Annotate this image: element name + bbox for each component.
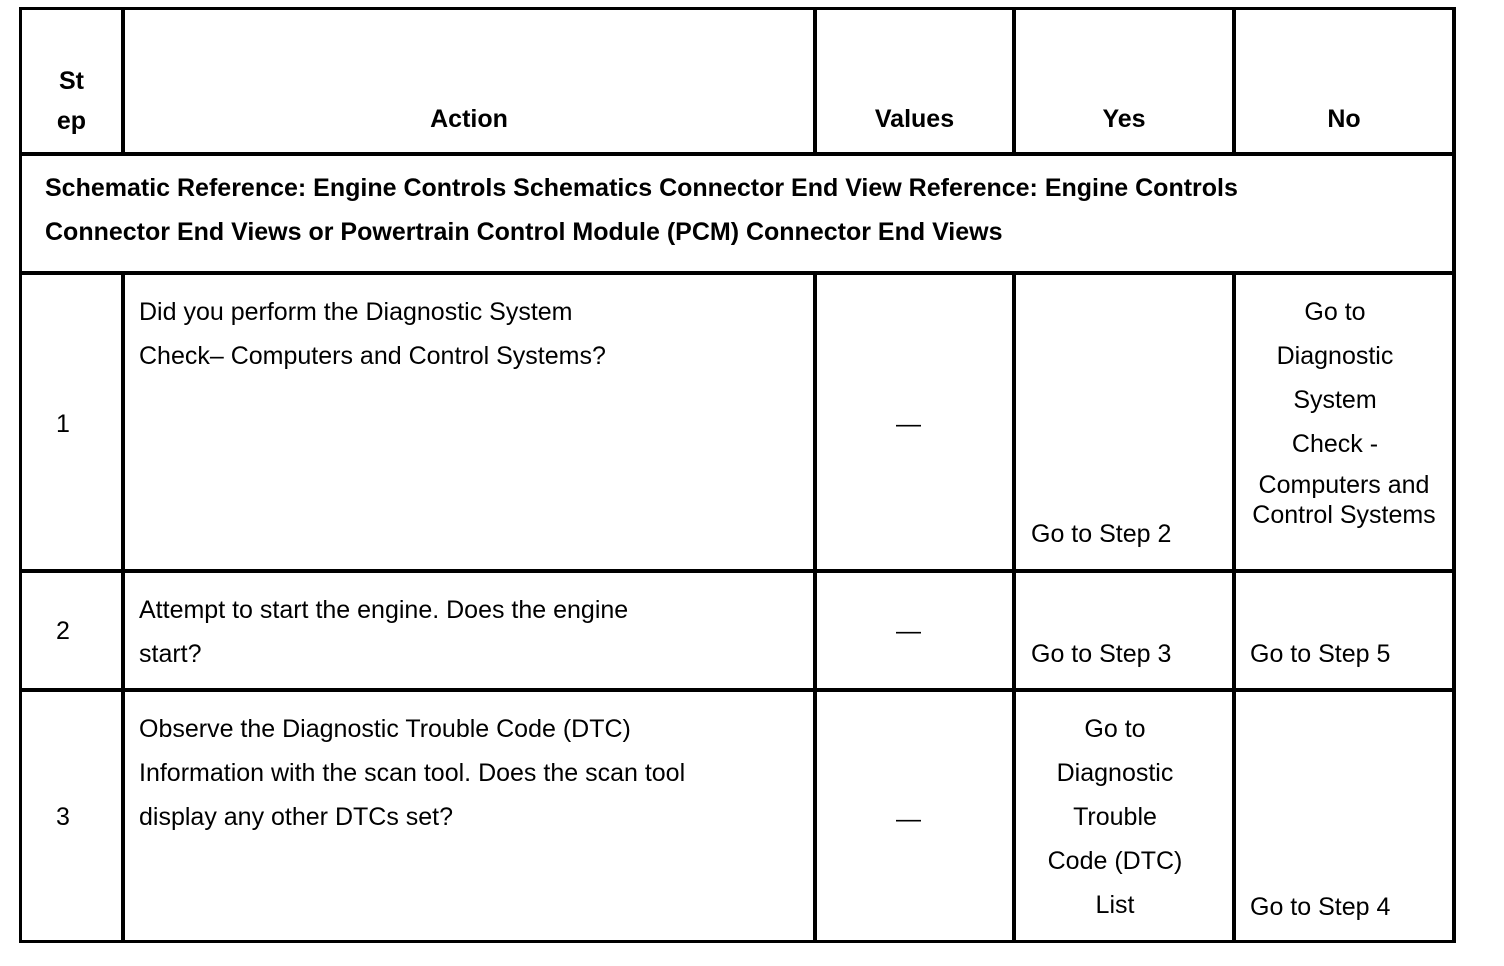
row3-action-line2: Information with the scan tool. Does the scan tool — [139, 759, 686, 787]
row1-no-continued — [1236, 470, 1452, 530]
row2-action — [139, 588, 628, 676]
action-col-divider-body — [813, 272, 817, 943]
header-action: Action — [430, 105, 508, 133]
step-col-divider-body — [121, 272, 125, 943]
header-step — [22, 61, 121, 141]
row2-yes: Go to Step 3 — [1031, 640, 1172, 668]
right-border — [1452, 7, 1456, 943]
row1-action-line1: Did you perform the Diagnostic System — [139, 298, 573, 326]
row2-no: Go to Step 5 — [1250, 640, 1391, 668]
row3-yes-line5: List — [1095, 891, 1135, 919]
row1-no-line1: Go to — [1304, 298, 1366, 326]
row2-bottom-border — [19, 688, 1456, 692]
row3-yes — [1016, 707, 1214, 927]
row3-values: — — [896, 805, 921, 833]
row3-yes-line2: Diagnostic — [1056, 759, 1174, 787]
row3-action — [139, 707, 685, 839]
header-step-line1: St — [59, 67, 84, 95]
header-values: Values — [874, 105, 955, 133]
table-bottom-border — [19, 940, 1456, 943]
reference-line-2: Connector End Views or Powertrain Control Module (PCM) Connector End Views — [45, 218, 1003, 246]
row1-no-line6: Control Systems — [1252, 501, 1436, 529]
row1-no — [1236, 290, 1434, 466]
reference-line-1: Schematic Reference: Engine Controls Schematics Connector End View Reference: Engine Controls — [45, 174, 1238, 202]
reference-bottom-border — [19, 271, 1456, 275]
row3-no: Go to Step 4 — [1250, 893, 1391, 921]
row3-action-line1: Observe the Diagnostic Trouble Code (DTC) — [139, 715, 631, 743]
row2-step: 2 — [56, 617, 70, 645]
row2-action-line2: start? — [139, 640, 202, 668]
row1-no-line3: System — [1293, 386, 1377, 414]
row2-values: — — [896, 617, 921, 645]
header-bottom-border — [19, 152, 1456, 156]
row3-action-line3: display any other DTCs set? — [139, 803, 454, 831]
row1-no-line2: Diagnostic — [1276, 342, 1394, 370]
header-no: No — [1327, 105, 1361, 133]
table-top-border — [19, 7, 1456, 10]
row1-values: — — [896, 410, 921, 438]
header-step-line2: ep — [56, 107, 87, 135]
row1-bottom-border — [19, 569, 1456, 573]
row3-yes-line3: Trouble — [1073, 803, 1157, 831]
row1-action — [139, 290, 606, 378]
header-yes: Yes — [1102, 105, 1146, 133]
row1-no-line5: Computers and — [1258, 471, 1430, 499]
row1-yes: Go to Step 2 — [1031, 520, 1172, 548]
row1-no-line4: Check - — [1291, 430, 1379, 458]
row2-action-line1: Attempt to start the engine. Does the engine — [139, 596, 629, 624]
row3-yes-line4: Code (DTC) — [1047, 847, 1183, 875]
row1-action-line2: Check– Computers and Control Systems? — [139, 342, 606, 370]
row1-step: 1 — [56, 410, 70, 438]
row3-yes-line1: Go to — [1084, 715, 1146, 743]
row3-step: 3 — [56, 803, 70, 831]
